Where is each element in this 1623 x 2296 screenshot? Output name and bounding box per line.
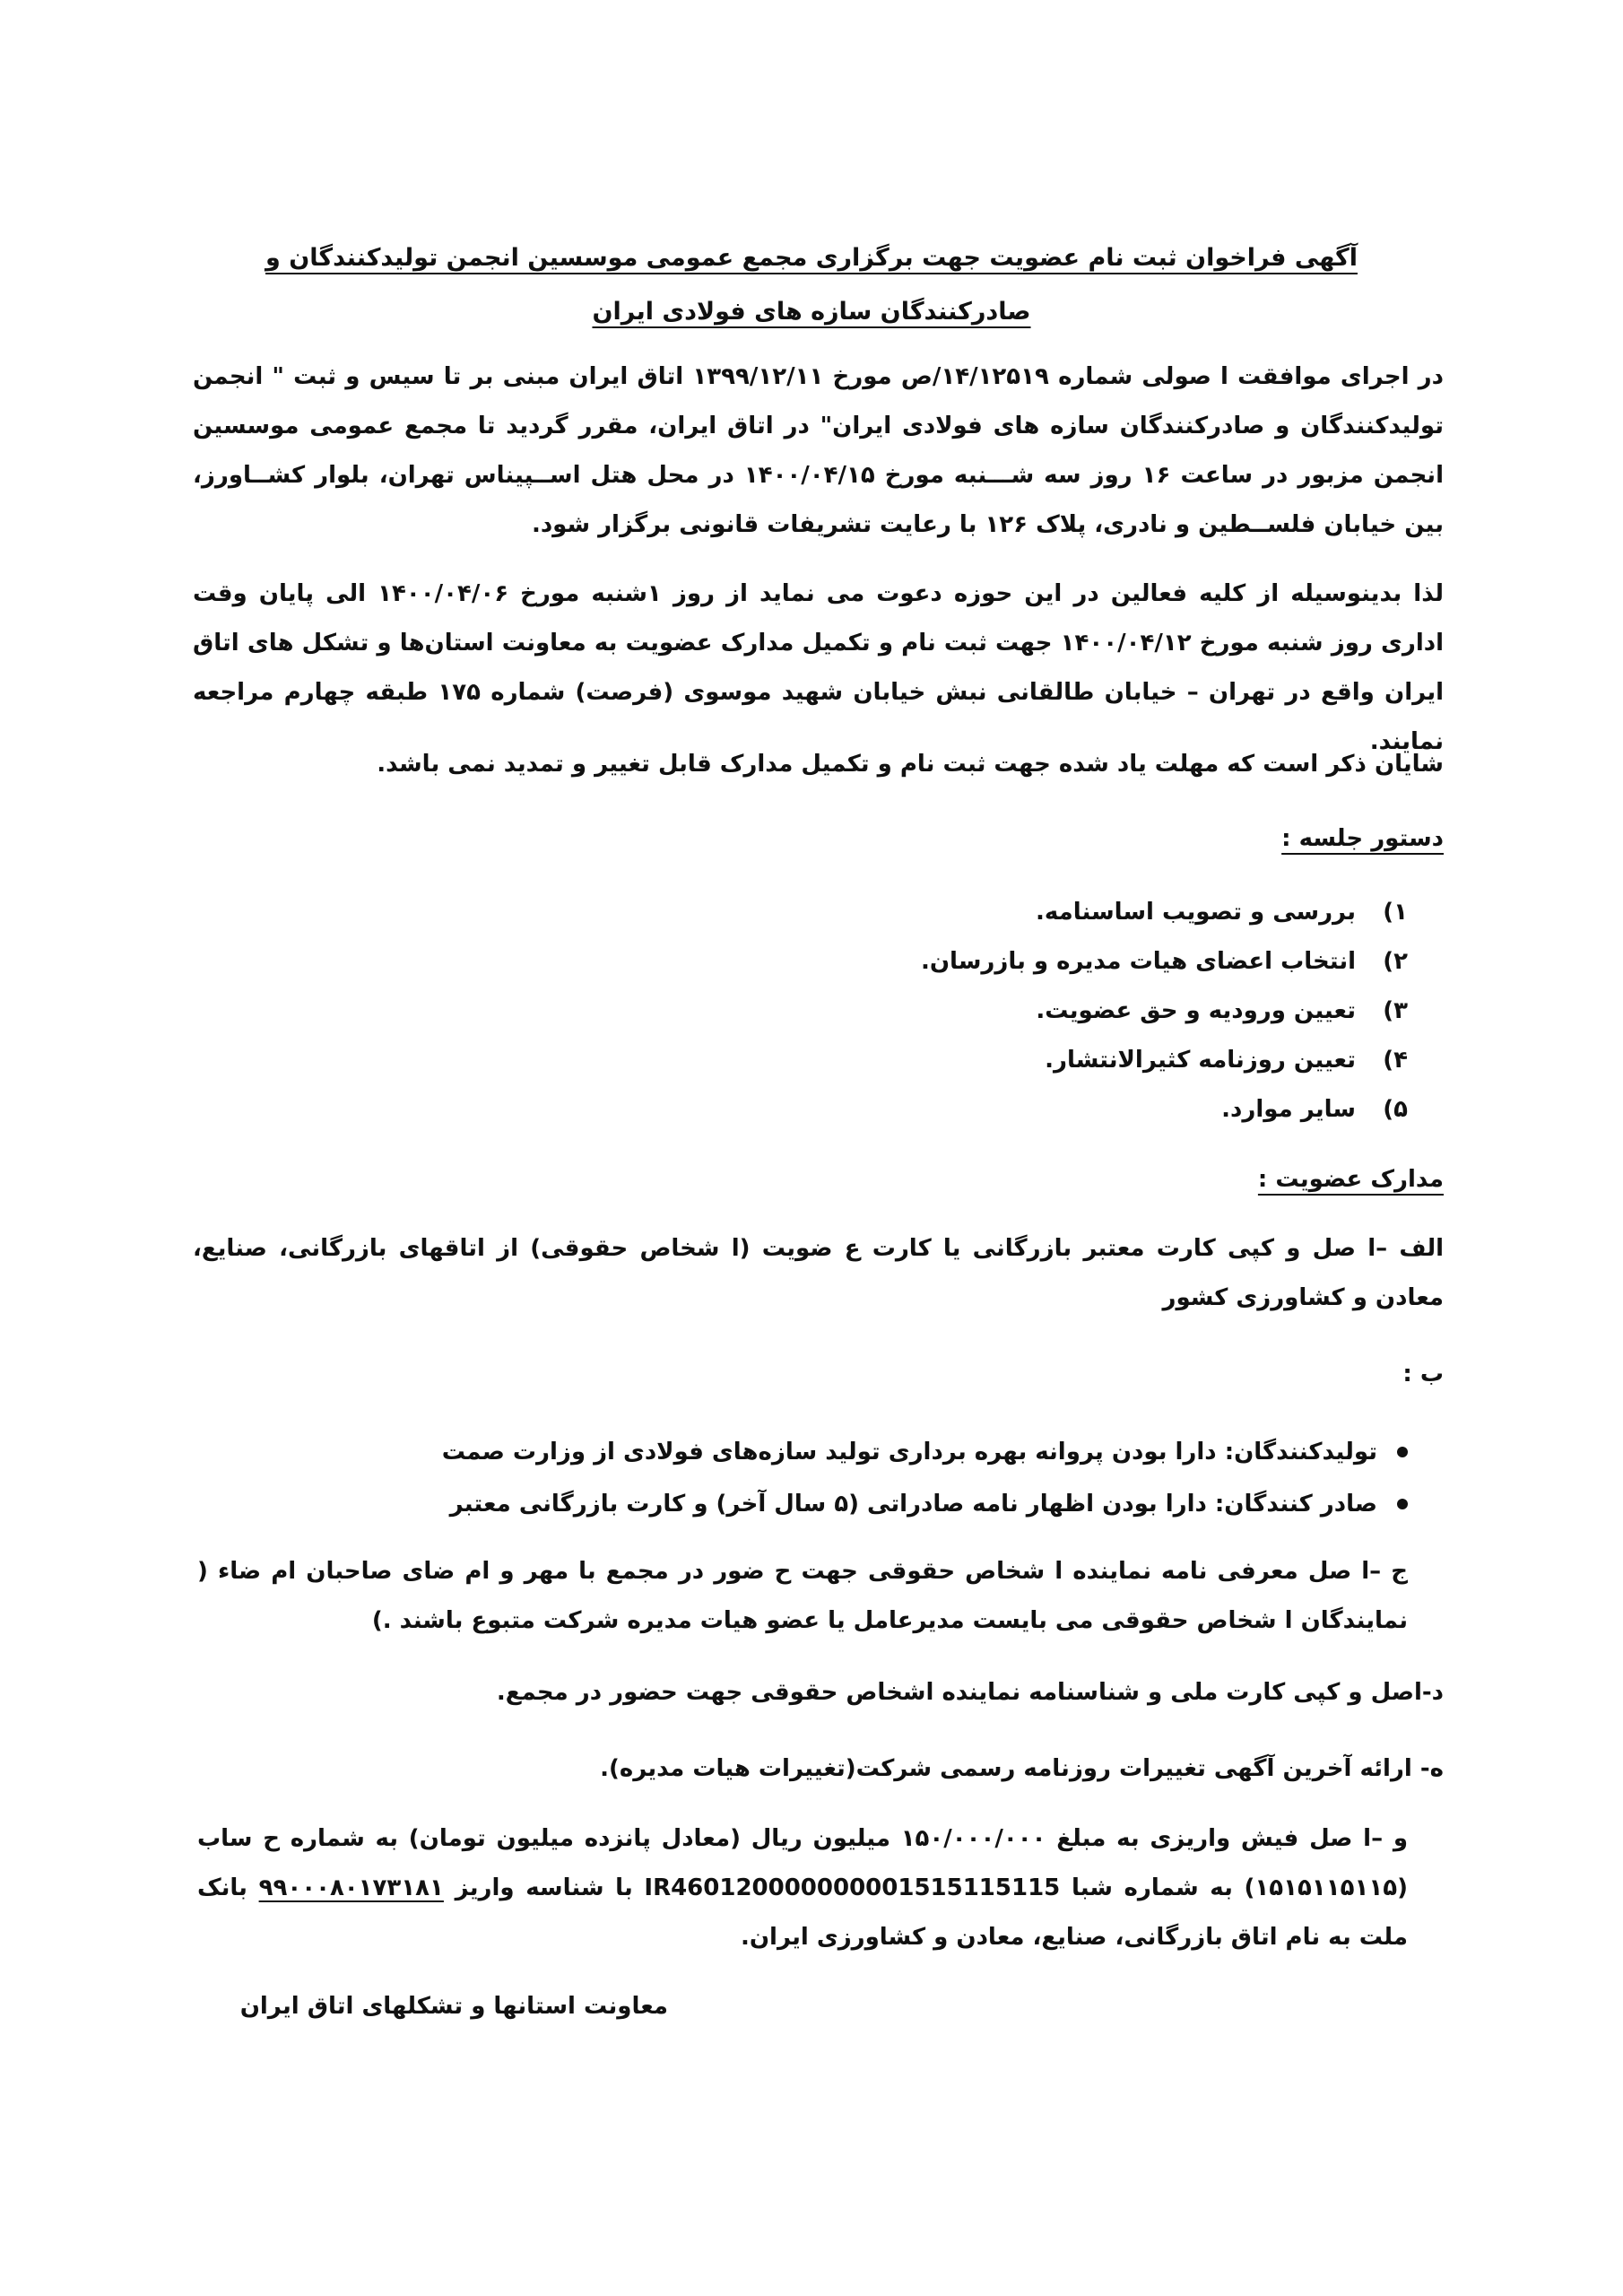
agenda-text: تعیین ورودیه و حق عضویت. (1036, 997, 1356, 1024)
agenda-text: تعیین روزنامه کثیرالانتشار. (1045, 1047, 1356, 1074)
bullet-text: صادر کنندگان: دارا بودن اظهار نامه صادراتی (۵ سال آخر) و کارت بازرگانی معتبر (449, 1491, 1377, 1518)
agenda-heading: دستور جلسه : (1281, 825, 1444, 852)
list-item (442, 1478, 1408, 1530)
doc-item-be: ب : (1402, 1361, 1444, 1387)
agenda-number: ۳) (1383, 997, 1408, 1024)
list-item (921, 1036, 1408, 1085)
agenda-text: بررسی و تصویب اساسنامه. (1036, 899, 1356, 926)
bullet-list (442, 1426, 1408, 1530)
bullet-dot-icon (1397, 1499, 1408, 1509)
bullet-dot-icon (1397, 1447, 1408, 1457)
agenda-number: ۵) (1383, 1096, 1408, 1123)
invitation-paragraph: لذا بدینوسیله از کلیه فعالین در این حوزه دعوت می نماید از روز ۱شنبه مورخ ۱۴۰۰/۰۴/۰۶ الی پایان وقت اداری روز شنبه مورخ ۱۴۰۰/۰۴/۱۲ جهت ثبت نام و تکمیل مدارک عضویت به معاونت استان‌ها و تشکل های اتاق ایران واقع در تهران – خیابان طالقانی نبش خیابان شهید موسوی (فرصت) شماره ۱۷۵ طبقه چهارم مراجعه نمایند. (193, 580, 1445, 755)
list-item (921, 1085, 1408, 1135)
agenda-list (921, 888, 1408, 1135)
documents-heading: مدارک عضویت : (1257, 1166, 1444, 1193)
payment-text-id-label: با شناسه واریز (443, 1874, 645, 1901)
payment-id: ۹۹۰۰۰۸۰۱۷۳۱۸۱ (258, 1874, 444, 1901)
deadline-note: شایان ذکر است که مهلت یاد شده جهت ثبت نام و تکمیل مدارک قابل تغییر و تمدید نمی باشد. (377, 751, 1444, 778)
payment-text-bank: بانک ملت به نام اتاق بازرگانی، صنایع، معادن و کشاورزی ایران. (197, 1874, 1408, 1951)
doc-item-jim: ج –ا صل معرفی نامه نماینده ا شخاص حقوقی جهت ح ضور در مجمع با مهر و ام ضای صاحبان ام ضاء ( نمایندگان ا شخاص حقوقی می بایست مدیرعامل یا عضو هیات مدیره شرکت متبوع باشند .) (197, 1558, 1408, 1634)
intro-paragraph: در اجرای موافقت ا صولی شماره ۱۴/۱۲۵۱۹/ص مورخ ۱۳۹۹/۱۲/۱۱ اتاق ایران مبنی بر تا سیس و ثبت " انجمن تولیدکنندگان و صادرکنندگان سازه های فولادی ایران" در اتاق ایران، مقرر گردید تا مجمع عمومی موسسین انجمن مزبور در ساعت ۱۶ روز سه شـــنبه مورخ ۱۴۰۰/۰۴/۱۵ در محل هتل اســپیناس تهران، بلوار کشــاورز، بین خیابان فلســطین و نادری، پلاک ۱۲۶ با رعایت تشریفات قانونی برگزار شود. (193, 363, 1444, 538)
list-item (921, 937, 1408, 987)
doc-item-dal: د-اصل و کپی کارت ملی و شناسنامه نماینده اشخاص حقوقی جهت حضور در مجمع. (496, 1679, 1444, 1706)
agenda-number: ۱) (1383, 899, 1408, 926)
doc-item-he: ه- ارائه آخرین آگهی تغییرات روزنامه رسمی شرکت(تغییرات هیات مدیره). (600, 1755, 1444, 1782)
agenda-number: ۲) (1383, 948, 1408, 975)
signature-line: معاونت استانها و تشکلهای اتاق ایران (239, 1993, 668, 2020)
agenda-text: سایر موارد. (1221, 1096, 1356, 1123)
doc-item-vav (197, 1814, 1408, 1962)
payment-text: و –ا صل فیش واریزی به مبلغ ۱۵۰/۰۰۰/۰۰۰ میلیون ریال (معادل پانزده میلیون تومان) به شماره ح ساب (۱۵۱۵۱۱۵۱۱۵) به شماره شبا (197, 1825, 1408, 1901)
list-item (921, 888, 1408, 937)
iban-number: IR460120000000001515115115 (644, 1874, 1061, 1901)
doc-item-alef: الف –ا صل و کپی کارت معتبر بازرگانی یا کارت ع ضویت (ا شخاص حقوقی) از اتاقهای بازرگانی، صنایع، معادن و کشاورزی کشور (193, 1235, 1444, 1311)
page-title: آگهی فراخوان ثبت نام عضویت جهت برگزاری مجمع عمومی موسسین انجمن تولیدکنندگان و صادرکنندگان سازه های فولادی ایران (265, 244, 1358, 326)
bullet-text: تولیدکنندگان: دارا بودن پروانه بهره برداری تولید سازه‌های فولادی از وزارت صمت (441, 1439, 1377, 1465)
agenda-number: ۴) (1383, 1047, 1408, 1074)
list-item (442, 1426, 1408, 1478)
list-item (921, 987, 1408, 1036)
agenda-text: انتخاب اعضای هیات مدیره و بازرسان. (920, 948, 1356, 975)
